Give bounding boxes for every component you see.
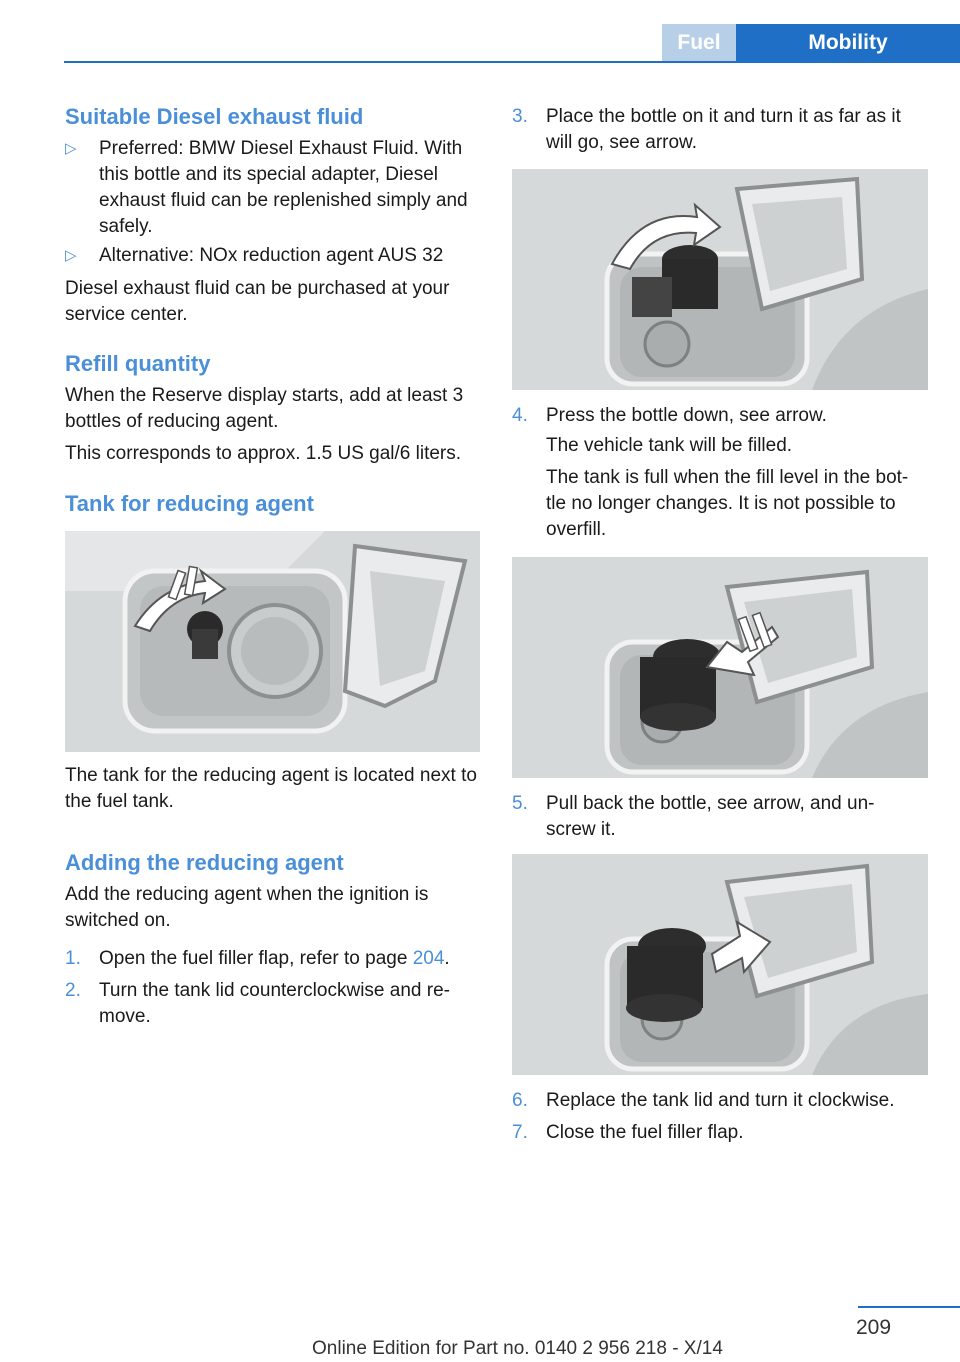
step-number: 5.: [512, 793, 528, 814]
heading-suitable-fluid: Suitable Diesel exhaust fluid: [65, 104, 364, 129]
tab-fuel[interactable]: Fuel: [662, 24, 736, 62]
step-number: 3.: [512, 106, 528, 127]
step-number: 2.: [65, 980, 81, 1001]
footer-rule: [858, 1306, 960, 1308]
heading-tank: Tank for reducing agent: [65, 491, 314, 516]
paragraph-refill-volume: This corresponds to approx. 1.5 US gal/6 liters.: [65, 443, 462, 464]
step-text: Place the bottle on it and turn it as far as it will go, see arrow.: [546, 106, 901, 153]
header-rule: [64, 61, 960, 63]
figure-place-bottle: [512, 169, 928, 390]
step-number: 1.: [65, 948, 81, 969]
figure-press-bottle: [512, 557, 928, 778]
step-text: Replace the tank lid and turn it clockwise.: [546, 1090, 895, 1111]
tab-mobility[interactable]: Mobility: [736, 24, 960, 62]
paragraph-refill: When the Reserve display starts, add at least 3 bottles of reducing agent.: [65, 385, 464, 432]
step-text: [99, 946, 480, 972]
figure-tank-lid: [65, 531, 480, 752]
step-number: 6.: [512, 1090, 528, 1111]
page-number: 209: [856, 1316, 892, 1339]
paragraph-purchase: Diesel exhaust fluid can be purchased at your service center.: [65, 278, 450, 325]
paragraph-tank-location: The tank for the reducing agent is located next to the fuel tank.: [65, 765, 477, 812]
paragraph-adding: Add the reducing agent when the ignition is switched on.: [65, 884, 429, 931]
page-link[interactable]: 204: [412, 948, 445, 969]
step-number: 7.: [512, 1122, 528, 1143]
step-4-note-full: The tank is full when the fill level in the bot‐ tle no longer changes. It is not possible to overfill.: [546, 467, 909, 540]
step-text-body: Open the fuel filler flap, refer to page: [99, 948, 413, 969]
triangle-bullet-icon: ▷: [65, 247, 77, 264]
triangle-bullet-icon: ▷: [65, 140, 77, 157]
step-text-end: .: [444, 948, 450, 969]
figure-pull-bottle: [512, 854, 928, 1075]
step-4-note-filled: The vehicle tank will be filled.: [546, 435, 793, 456]
step-text: Press the bottle down, see arrow.: [546, 405, 827, 426]
heading-refill-quantity: Refill quantity: [65, 351, 211, 376]
heading-adding: Adding the reducing agent: [65, 850, 344, 875]
bullet-text: Alternative: NOx reduction agent AUS 32: [99, 245, 444, 266]
bullet-text: Preferred: BMW Diesel Exhaust Fluid. With this bottle and its special adapter, Diesel exhaust fluid can be replenished simply and safely.: [99, 138, 468, 237]
step-text: Pull back the bottle, see arrow, and un‐ screw it.: [546, 793, 875, 840]
edition-note: Online Edition for Part no. 0140 2 956 218 - X/14: [312, 1338, 723, 1359]
step-text: Turn the tank lid counterclockwise and re‐ move.: [99, 980, 450, 1027]
step-number: 4.: [512, 405, 528, 426]
step-text: Close the fuel filler flap.: [546, 1122, 744, 1143]
